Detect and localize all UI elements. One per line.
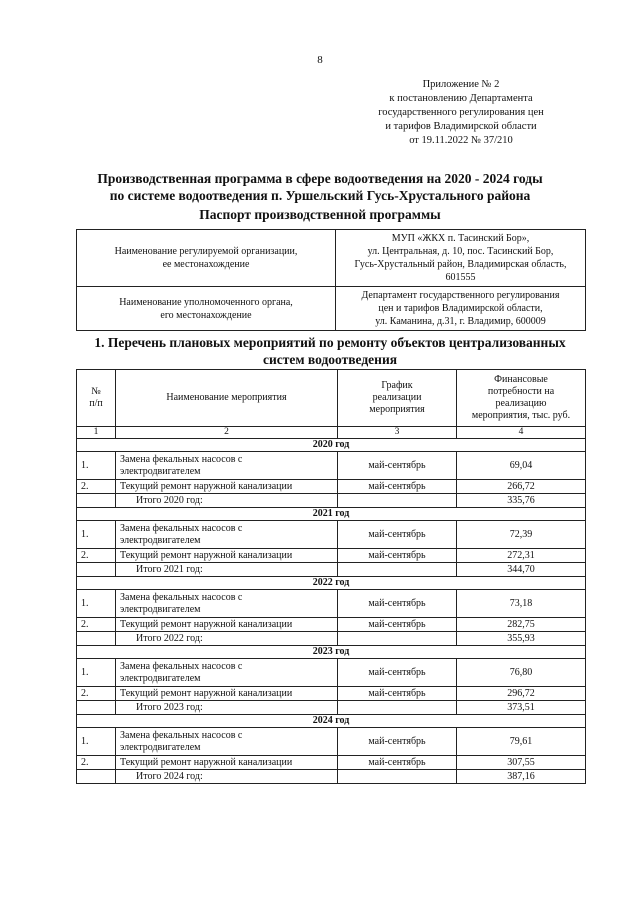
row-schedule: май-сентябрь (338, 590, 457, 618)
year-label: 2020 год (77, 439, 586, 452)
header-text: № (91, 386, 101, 397)
passport-row-authority (77, 287, 586, 331)
total-label: Итого 2020 год: (116, 494, 338, 508)
row-name (116, 659, 338, 687)
org-value: МУП «ЖКХ п. Тасинский Бор», (391, 233, 530, 244)
row-finance: 272,31 (457, 549, 586, 563)
table-row (77, 480, 586, 494)
row-schedule: май-сентябрь (338, 618, 457, 632)
auth-label: его местонахождение (160, 309, 252, 321)
row-name: Текущий ремонт наружной канализации (116, 756, 338, 770)
total-value: 344,70 (457, 563, 586, 577)
total-row (77, 632, 586, 646)
section-heading-line: 1. Перечень плановых мероприятий по ремонту объектов централизованных (94, 335, 566, 350)
table-row (77, 728, 586, 756)
org-label: Наименование регулируемой организации, (114, 246, 298, 257)
row-name (116, 452, 338, 480)
row-finance: 76,80 (457, 659, 586, 687)
row-name-line: электродвигателем (120, 741, 201, 753)
row-finance: 69,04 (457, 452, 586, 480)
row-finance: 73,18 (457, 590, 586, 618)
appendix-line: государственного регулирования цен (378, 107, 544, 118)
total-label: Итого 2023 год: (116, 701, 338, 715)
total-row (77, 770, 586, 784)
auth-value: ул. Каманина, д.31, г. Владимир, 600009 (375, 316, 546, 327)
table-row (77, 687, 586, 701)
table-row (77, 521, 586, 549)
section-heading (70, 334, 590, 368)
auth-value-cell (336, 287, 586, 331)
page-number: 8 (317, 54, 323, 66)
row-num: 2. (77, 549, 116, 563)
row-name-line: Замена фекальных насосов с (120, 660, 243, 672)
col-number: 3 (338, 427, 457, 439)
col-number: 4 (457, 427, 586, 439)
col-number: 1 (77, 427, 116, 439)
document-title (60, 170, 580, 204)
year-label: 2024 год (77, 715, 586, 728)
row-num: 2. (77, 687, 116, 701)
row-schedule: май-сентябрь (338, 521, 457, 549)
row-name: Текущий ремонт наружной канализации (116, 480, 338, 494)
year-row (77, 715, 586, 728)
total-empty (77, 770, 116, 784)
row-finance: 307,55 (457, 756, 586, 770)
year-label: 2023 год (77, 646, 586, 659)
row-finance: 296,72 (457, 687, 586, 701)
row-schedule: май-сентябрь (338, 549, 457, 563)
total-label: Итого 2022 год: (116, 632, 338, 646)
header-text: График (381, 380, 413, 391)
header-text: п/п (89, 398, 103, 409)
row-name (116, 590, 338, 618)
header-name: Наименование мероприятия (116, 370, 338, 427)
header-text: Финансовые (494, 374, 548, 385)
row-name: Текущий ремонт наружной канализации (116, 618, 338, 632)
table-row (77, 549, 586, 563)
row-schedule: май-сентябрь (338, 659, 457, 687)
table-row (77, 590, 586, 618)
total-value: 373,51 (457, 701, 586, 715)
org-value: 601555 (445, 272, 476, 283)
header-text: потребности на (487, 386, 555, 397)
table-row (77, 659, 586, 687)
row-num: 1. (77, 590, 116, 618)
row-name-line: электродвигателем (120, 534, 201, 546)
row-name (116, 521, 338, 549)
row-name: Текущий ремонт наружной канализации (116, 687, 338, 701)
org-value: Гусь-Хрустальный район, Владимирская область, (354, 259, 567, 270)
row-finance: 282,75 (457, 618, 586, 632)
appendix-line: к постановлению Департамента (389, 93, 533, 104)
appendix-block (346, 78, 576, 148)
row-num: 1. (77, 659, 116, 687)
table-header-row (77, 370, 586, 427)
passport-heading: Паспорт производственной программы (199, 207, 441, 222)
year-row (77, 439, 586, 452)
row-num: 2. (77, 756, 116, 770)
appendix-line: от 19.11.2022 № 37/210 (409, 135, 513, 146)
row-finance: 266,72 (457, 480, 586, 494)
auth-value: Департамент государственного регулирования (361, 290, 560, 301)
total-empty (77, 632, 116, 646)
year-row (77, 646, 586, 659)
org-value: ул. Центральная, д. 10, пос. Тасинский Бор, (367, 246, 554, 257)
passport-table (76, 229, 586, 331)
row-finance: 72,39 (457, 521, 586, 549)
auth-label-cell (77, 287, 336, 331)
header-text: реализацию (495, 398, 547, 409)
org-label: ее местонахождение (162, 259, 250, 270)
plan-table (76, 369, 586, 784)
total-row (77, 701, 586, 715)
total-row (77, 494, 586, 508)
row-schedule: май-сентябрь (338, 687, 457, 701)
section-heading-line: систем водоотведения (262, 352, 398, 367)
row-name-line: электродвигателем (120, 465, 201, 477)
header-num (77, 370, 116, 427)
total-label: Итого 2024 год: (116, 770, 338, 784)
total-label: Итого 2021 год: (116, 563, 338, 577)
header-text: мероприятия (369, 404, 425, 415)
auth-label: Наименование уполномоченного органа, (119, 296, 293, 308)
year-label: 2021 год (77, 508, 586, 521)
appendix-line: Приложение № 2 (422, 79, 500, 90)
total-empty (77, 494, 116, 508)
org-label-cell (77, 230, 336, 287)
appendix-line: и тарифов Владимирской области (385, 121, 537, 132)
total-empty (338, 563, 457, 577)
header-finance (457, 370, 586, 427)
row-schedule: май-сентябрь (338, 756, 457, 770)
row-name-line: электродвигателем (120, 672, 201, 684)
col-number: 2 (116, 427, 338, 439)
row-schedule: май-сентябрь (338, 452, 457, 480)
total-empty (77, 563, 116, 577)
row-schedule: май-сентябрь (338, 728, 457, 756)
row-name-line: электродвигателем (120, 603, 201, 615)
title-line: по системе водоотведения п. Уршельский Гусь-Хрустального района (109, 188, 531, 203)
row-name-line: Замена фекальных насосов с (120, 591, 243, 603)
table-row (77, 756, 586, 770)
total-empty (338, 770, 457, 784)
row-num: 2. (77, 480, 116, 494)
row-num: 2. (77, 618, 116, 632)
total-empty (338, 632, 457, 646)
header-text: мероприятия, тыс. руб. (471, 410, 571, 421)
year-label: 2022 год (77, 577, 586, 590)
header-text: реализации (372, 392, 422, 403)
column-number-row (77, 427, 586, 439)
auth-value: цен и тарифов Владимирской области, (378, 303, 543, 314)
title-line: Производственная программа в сфере водоотведения на 2020 - 2024 годы (97, 171, 543, 186)
row-name-line: Замена фекальных насосов с (120, 729, 243, 741)
total-empty (338, 494, 457, 508)
total-value: 387,16 (457, 770, 586, 784)
table-row (77, 452, 586, 480)
table-row (77, 618, 586, 632)
year-row (77, 577, 586, 590)
total-empty (338, 701, 457, 715)
row-name: Текущий ремонт наружной канализации (116, 549, 338, 563)
year-row (77, 508, 586, 521)
row-num: 1. (77, 521, 116, 549)
row-num: 1. (77, 728, 116, 756)
total-value: 335,76 (457, 494, 586, 508)
row-name-line: Замена фекальных насосов с (120, 522, 243, 534)
row-num: 1. (77, 452, 116, 480)
row-finance: 79,61 (457, 728, 586, 756)
total-value: 355,93 (457, 632, 586, 646)
total-empty (77, 701, 116, 715)
total-row (77, 563, 586, 577)
row-name (116, 728, 338, 756)
row-schedule: май-сентябрь (338, 480, 457, 494)
row-name-line: Замена фекальных насосов с (120, 453, 243, 465)
header-schedule (338, 370, 457, 427)
org-value-cell (336, 230, 586, 287)
passport-row-organization (77, 230, 586, 287)
